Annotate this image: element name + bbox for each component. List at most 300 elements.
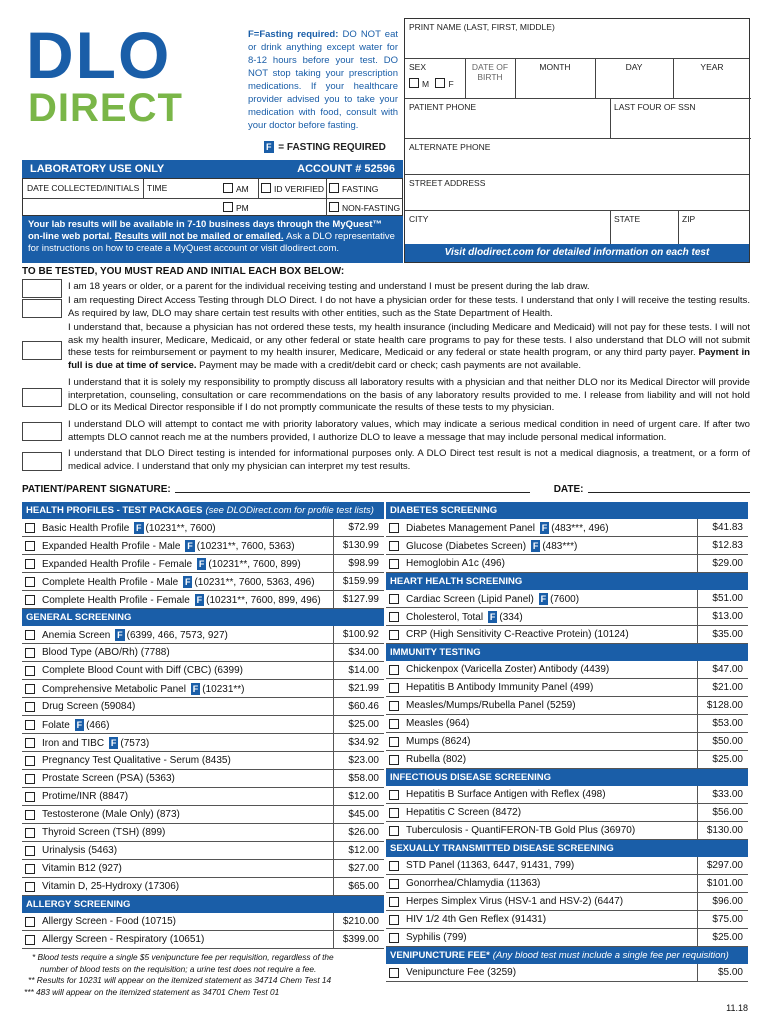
test-code: (466): [86, 719, 110, 731]
test-checkbox[interactable]: [389, 933, 399, 943]
test-price: $25.00: [697, 751, 745, 768]
test-checkbox[interactable]: [389, 897, 399, 907]
test-checkbox[interactable]: [25, 738, 35, 748]
test-checkbox[interactable]: [389, 808, 399, 818]
test-row: [22, 842, 384, 860]
test-checkbox[interactable]: [25, 648, 35, 658]
sex-label: SEX: [409, 62, 427, 72]
section-header-general-screening: [22, 609, 384, 626]
test-checkbox[interactable]: [389, 559, 399, 569]
section-header-immunity-testing: [386, 644, 748, 661]
test-price: $60.46: [333, 698, 381, 715]
test-row: [386, 661, 748, 679]
test-name-cell: [42, 773, 333, 784]
test-name: Measles (964): [406, 718, 470, 729]
year-field[interactable]: YEAR: [673, 59, 751, 99]
test-checkbox[interactable]: [389, 683, 399, 693]
test-price: $399.00: [333, 931, 381, 948]
footnote-line: *** 483 will appear on the itemized statement as 34701 Chem Test 01: [24, 986, 280, 997]
test-name-cell: [406, 860, 697, 871]
test-code: (334): [499, 611, 523, 623]
print-name-field[interactable]: [405, 19, 749, 59]
section-title: DIABETES SCREENING: [390, 505, 498, 516]
test-name-cell: [42, 558, 333, 570]
test-name: Complete Blood Count with Diff (CBC) (6399): [42, 665, 244, 676]
test-checkbox[interactable]: [25, 630, 35, 640]
results-note-part3: Ask a DLO representative for instructions on how to create a MyQuest account or visit dlodirect.com.: [28, 231, 395, 254]
test-row: [22, 913, 384, 931]
signature-field[interactable]: [175, 483, 530, 493]
test-checkbox[interactable]: [25, 541, 35, 551]
test-row: [386, 697, 748, 715]
test-checkbox[interactable]: [389, 523, 399, 533]
logo-text-dlo: DLO: [26, 18, 172, 92]
consent-item-5: I understand DLO will attempt to contact me with priority laboratory values, which may indicate a serious medical condition in need of urgent care. If after two attempts DLO cannot reach me at the numbers provided, I authorize DLO to leave a message that may include personal medical information.: [68, 419, 750, 443]
city-field[interactable]: CITY: [409, 214, 429, 224]
test-name: Tuberculosis - QuantiFERON-TB Gold Plus (36970): [406, 825, 636, 836]
test-code: (7573): [120, 737, 150, 749]
test-name: Allergy Screen - Respiratory (10651): [42, 934, 205, 945]
sex-f-checkbox[interactable]: [435, 78, 445, 88]
test-name: Folate: [42, 719, 70, 731]
initial-box-2[interactable]: [22, 299, 62, 318]
test-name-cell: [42, 647, 333, 658]
test-name: Herpes Simplex Virus (HSV-1 and HSV-2) (6447): [406, 896, 624, 907]
test-checkbox[interactable]: [25, 810, 35, 820]
test-name-cell: [42, 540, 333, 552]
fasting-badge: F: [184, 576, 191, 587]
test-row: [386, 804, 748, 822]
test-name-cell: [42, 683, 333, 695]
am-label: AM: [236, 184, 249, 194]
test-name: Comprehensive Metabolic Panel: [42, 683, 186, 695]
section-title: INFECTIOUS DISEASE SCREENING: [390, 772, 551, 783]
initial-box-4[interactable]: [22, 388, 62, 407]
test-price: $41.83: [697, 519, 745, 536]
test-code: (10231**, 7600, 5363): [196, 540, 295, 552]
test-price: $27.00: [333, 860, 381, 877]
test-checkbox[interactable]: [25, 882, 35, 892]
test-name: Hepatitis B Antibody Immunity Panel (499): [406, 682, 594, 693]
test-checkbox[interactable]: [389, 701, 399, 711]
test-price: $50.00: [697, 733, 745, 750]
non-fasting-checkbox[interactable]: [329, 202, 339, 212]
test-row: [22, 716, 384, 734]
consent-item-6: I understand that DLO Direct testing is intended for informational purposes only. A DLO Direct test result is not a medical diagnosis, a treatment, or a form of medical advice. I understand that only my physician can interpret my test results.: [68, 448, 750, 472]
test-name: Gonorrhea/Chlamydia (11363): [406, 878, 541, 889]
test-name: Protime/INR (8847): [42, 791, 129, 802]
ssn-field[interactable]: LAST FOUR OF SSN: [610, 99, 751, 139]
test-price: $21.99: [333, 680, 381, 697]
test-name: Complete Health Profile - Male: [42, 576, 179, 588]
date-collected-label: DATE COLLECTED/INITIALS: [27, 183, 140, 193]
test-name: Prostate Screen (PSA) (5363): [42, 773, 175, 784]
test-price: $45.00: [333, 806, 381, 823]
id-verified-label: ID VERIFIED: [274, 184, 325, 194]
test-row: [22, 680, 384, 698]
test-price: $75.00: [697, 911, 745, 928]
test-checkbox[interactable]: [389, 790, 399, 800]
fasting-note-label: F=Fasting required:: [248, 29, 339, 40]
state-field[interactable]: STATE: [614, 214, 641, 224]
test-name-cell: [42, 827, 333, 838]
test-row: [22, 752, 384, 770]
test-checkbox[interactable]: [389, 879, 399, 889]
test-name: Pregnancy Test Qualitative - Serum (8435): [42, 755, 231, 766]
test-name: Basic Health Profile: [42, 522, 130, 534]
test-price: $65.00: [333, 878, 381, 895]
test-row: [386, 519, 748, 537]
test-price: $34.92: [333, 734, 381, 751]
test-name-cell: [42, 576, 333, 588]
footnotes: [24, 952, 389, 998]
test-checkbox[interactable]: [25, 523, 35, 533]
test-row: [22, 662, 384, 680]
test-name: Cardiac Screen (Lipid Panel): [406, 593, 534, 605]
test-price: $12.83: [697, 537, 745, 554]
test-name-cell: [406, 522, 697, 534]
fasting-checkbox[interactable]: [329, 183, 339, 193]
test-name-cell: [42, 594, 333, 606]
test-checkbox[interactable]: [389, 630, 399, 640]
test-name-cell: [406, 593, 697, 605]
test-name: Vitamin B12 (927): [42, 863, 122, 874]
test-name-cell: [406, 825, 697, 836]
test-row: [386, 679, 748, 697]
test-code: (6399, 466, 7573, 927): [126, 629, 228, 641]
test-name-cell: [42, 791, 333, 802]
signature-label: PATIENT/PARENT SIGNATURE:: [22, 484, 171, 495]
test-price: $51.00: [697, 590, 745, 607]
alternate-phone-field[interactable]: ALTERNATE PHONE: [405, 139, 749, 175]
test-name: Anemia Screen: [42, 629, 111, 641]
consent-item-1: I am 18 years or older, or a parent for the individual receiving testing and understand I must be present during the lab draw.: [68, 281, 590, 292]
test-row: [22, 734, 384, 752]
test-checkbox[interactable]: [389, 826, 399, 836]
test-name: Venipuncture Fee (3259): [406, 967, 517, 978]
section-header-infectious-disease-screening: [386, 769, 748, 786]
test-price: $96.00: [697, 893, 745, 910]
date-label: DATE:: [553, 484, 584, 495]
test-name-cell: [406, 664, 697, 675]
test-row: [386, 911, 748, 929]
section-header-heart-health-screening: [386, 573, 748, 590]
results-note-part2: Results will not be mailed or emailed.: [114, 231, 284, 242]
payment-methods: Payment may be made with a credit/debit card or check; cash payments are not available.: [199, 359, 581, 371]
test-row: [22, 555, 384, 573]
test-checkbox[interactable]: [25, 559, 35, 569]
test-checkbox[interactable]: [389, 968, 399, 978]
test-checkbox[interactable]: [25, 756, 35, 766]
initial-box-5[interactable]: [22, 422, 62, 441]
lab-use-header: [22, 160, 403, 178]
initial-box-1[interactable]: [22, 279, 62, 298]
fasting-badge: F: [198, 558, 205, 569]
test-name-cell: [42, 665, 333, 676]
consent-item-3-text: I understand that, because a physician has not ordered these tests, my health insurance (including Medicare and Medicaid) will not pay for these tests. I will not ask my health insurer, Medicare, Medicaid, or any other federal or state health care programs to pay for these tests. I also understand that DLO will not submit these tests for reimbursement or payment to my health insurer, Medicare, Medicaid or any federal or state health program, or any third party payer.: [68, 322, 750, 358]
am-checkbox[interactable]: [223, 183, 233, 193]
sex-f-label: F: [448, 79, 454, 89]
test-checkbox[interactable]: [25, 720, 35, 730]
account-number: ACCOUNT # 52596: [297, 163, 395, 175]
test-name: Chickenpox (Varicella Zoster) Antibody (4439): [406, 664, 610, 675]
test-row: [386, 893, 748, 911]
section-header-venipuncture-fee: [386, 947, 748, 964]
test-name: Complete Health Profile - Female: [42, 594, 190, 606]
test-code: (10231**, 7600, 899, 496): [206, 594, 321, 606]
test-name-cell: [406, 736, 697, 747]
fasting-label: FASTING: [342, 184, 379, 194]
test-row: [386, 733, 748, 751]
test-checkbox[interactable]: [25, 846, 35, 856]
test-checkbox[interactable]: [389, 541, 399, 551]
test-name: Hemoglobin A1c (496): [406, 558, 505, 569]
test-name: Hepatitis C Screen (8472): [406, 807, 522, 818]
test-checkbox[interactable]: [25, 666, 35, 676]
section-note: (see DLODirect.com for profile test lists): [205, 505, 374, 516]
test-row: [22, 537, 384, 555]
fasting-required-label: = FASTING REQUIRED: [278, 142, 386, 153]
fasting-note-text: DO NOT eat or drink anything except water for 8-12 hours before your test. DO NOT stop taking your prescription medications. If your healthcare provider advised you to take your medication with food, consult with your doctor before fasting.: [248, 29, 398, 131]
sex-m-checkbox[interactable]: [409, 78, 419, 88]
test-price: $210.00: [333, 913, 381, 930]
street-address-field[interactable]: STREET ADDRESS: [405, 175, 749, 211]
test-checkbox[interactable]: [25, 864, 35, 874]
test-row: [386, 822, 748, 840]
fasting-badge: F: [76, 719, 83, 730]
test-row: [22, 878, 384, 896]
lab-use-grid: [22, 178, 403, 216]
test-name-cell: [42, 809, 333, 820]
test-checkbox[interactable]: [389, 665, 399, 675]
test-name: Allergy Screen - Food (10715): [42, 916, 176, 927]
test-code: (10231**): [202, 683, 245, 695]
test-name: Glucose (Diabetes Screen): [406, 540, 527, 552]
visit-website-banner: Visit dlodirect.com for detailed information on each test: [405, 244, 749, 262]
test-name-cell: [406, 629, 697, 640]
test-name: Vitamin D, 25-Hydroxy (17306): [42, 881, 180, 892]
signature-line: [22, 483, 750, 495]
test-name-cell: [42, 737, 333, 749]
test-name-cell: [42, 845, 333, 856]
test-checkbox[interactable]: [389, 861, 399, 871]
section-title: VENIPUNCTURE FEE*: [390, 950, 490, 961]
test-name-cell: [42, 629, 333, 641]
test-price: $98.99: [333, 555, 381, 572]
test-name: CRP (High Sensitivity C-Reactive Protein) (10124): [406, 629, 629, 640]
test-name: Measles/Mumps/Rubella Panel (5259): [406, 700, 576, 711]
test-price: $25.00: [333, 716, 381, 733]
patient-phone-field[interactable]: PATIENT PHONE: [405, 99, 610, 139]
test-name-cell: [406, 700, 697, 711]
test-checkbox[interactable]: [25, 684, 35, 694]
test-price: $101.00: [697, 875, 745, 892]
test-checkbox[interactable]: [25, 917, 35, 927]
test-name-cell: [42, 522, 333, 534]
test-price: $58.00: [333, 770, 381, 787]
left-test-column: [22, 502, 384, 949]
test-row: [386, 857, 748, 875]
fasting-badge: F: [489, 611, 496, 622]
initial-box-6[interactable]: [22, 452, 62, 471]
test-checkbox[interactable]: [389, 594, 399, 604]
test-name-cell: [406, 540, 697, 552]
test-price: $23.00: [333, 752, 381, 769]
test-name: Rubella (802): [406, 754, 467, 765]
test-name: Mumps (8624): [406, 736, 471, 747]
section-header-health-profiles-test-packages: [22, 502, 384, 519]
test-name: Urinalysis (5463): [42, 845, 118, 856]
test-code: (10231**, 7600, 5363, 496): [194, 576, 315, 588]
test-price: $159.99: [333, 573, 381, 590]
section-header-diabetes-screening: [386, 502, 748, 519]
test-name: Expanded Health Profile - Female: [42, 558, 193, 570]
test-name: Hepatitis B Surface Antigen with Reflex (498): [406, 789, 606, 800]
consent-item-3: [68, 322, 750, 372]
section-header-sexually-transmitted-disease-screening: [386, 840, 748, 857]
sex-field: [405, 59, 465, 99]
section-title: GENERAL SCREENING: [26, 612, 132, 623]
test-price: $297.00: [697, 857, 745, 874]
test-checkbox[interactable]: [25, 577, 35, 587]
test-price: $34.00: [333, 644, 381, 661]
fasting-badge: F: [541, 522, 548, 533]
patient-info-block: [404, 18, 750, 263]
test-checkbox[interactable]: [389, 915, 399, 925]
fasting-badge: F: [136, 522, 142, 533]
test-name: Syphilis (799): [406, 932, 467, 943]
dlo-direct-logo: [22, 18, 222, 128]
pm-checkbox[interactable]: [223, 202, 233, 212]
consent-item-4: I understand that it is solely my responsibility to promptly discuss all laboratory results with a physician and that neither DLO nor its Medical Director will provide interpretation, counseling, consultation or care recommendations on the basis of any laboratory results provided to me. I release from liability and will not hold DLO or its Medical Director responsible if I do not promptly communicate the results of these tests to my physician.: [68, 377, 750, 413]
test-checkbox[interactable]: [25, 935, 35, 945]
section-header-allergy-screening: [22, 896, 384, 913]
zip-field[interactable]: ZIP: [682, 214, 696, 224]
test-row: [386, 875, 748, 893]
test-price: $56.00: [697, 804, 745, 821]
test-code: (10231**, 7600): [145, 522, 216, 534]
test-name: Iron and TIBC: [42, 737, 105, 749]
test-price: $25.00: [697, 929, 745, 946]
section-title: HEALTH PROFILES - TEST PACKAGES: [26, 505, 203, 516]
test-name-cell: [42, 934, 333, 945]
test-name: STD Panel (11363, 6447, 91431, 799): [406, 860, 575, 871]
test-row: [22, 644, 384, 662]
fasting-badge: F: [110, 737, 117, 748]
test-checkbox[interactable]: [25, 702, 35, 712]
date-field[interactable]: [588, 483, 750, 493]
test-price: $26.00: [333, 824, 381, 841]
test-name: Drug Screen (59084): [42, 701, 136, 712]
right-test-column: [386, 502, 748, 982]
test-name-cell: [406, 718, 697, 729]
test-row: [22, 519, 384, 537]
test-row: [386, 751, 748, 769]
non-fasting-label: NON-FASTING: [342, 203, 401, 213]
test-price: $100.92: [333, 626, 381, 643]
section-note: (Any blood test must include a single fee per requisition): [492, 950, 729, 961]
section-title: ALLERGY SCREENING: [26, 899, 131, 910]
id-verified-checkbox[interactable]: [261, 183, 271, 193]
fasting-badge: F: [532, 540, 539, 551]
test-price: $127.99: [333, 591, 381, 608]
test-row: [22, 806, 384, 824]
test-name-cell: [406, 896, 697, 907]
test-name: Thyroid Screen (TSH) (899): [42, 827, 166, 838]
initial-box-3[interactable]: [22, 341, 62, 360]
test-price: $21.00: [697, 679, 745, 696]
logo-text-direct: DIRECT: [28, 86, 183, 128]
test-checkbox[interactable]: [25, 595, 35, 605]
test-checkbox[interactable]: [389, 719, 399, 729]
test-checkbox[interactable]: [25, 792, 35, 802]
month-field[interactable]: MONTH: [515, 59, 595, 99]
fasting-badge: F: [266, 142, 272, 152]
time-label: TIME: [147, 183, 168, 193]
test-code: (483***): [542, 540, 578, 552]
test-checkbox[interactable]: [25, 828, 35, 838]
test-name: Cholesterol, Total: [406, 611, 484, 623]
test-price: $12.00: [333, 842, 381, 859]
dob-label: DATE OF BIRTH: [465, 59, 515, 99]
test-price: $14.00: [333, 662, 381, 679]
consent-item-2: I am requesting Direct Access Testing through DLO Direct. I do not have a physician order for these tests. I understand that only I will receive the testing results. As required by law, DLO may share certain test results with other entities, such as the State Department of Health.: [68, 295, 750, 319]
test-price: $35.00: [697, 626, 745, 643]
test-price: $12.00: [333, 788, 381, 805]
test-name-cell: [42, 863, 333, 874]
results-note-part1: Your lab results will be available in 7-10 business days through the MyQuest™ on-line web portal.: [28, 219, 383, 242]
pm-label: PM: [236, 203, 249, 213]
test-price: $128.00: [697, 697, 745, 714]
test-row: [22, 573, 384, 591]
test-checkbox[interactable]: [389, 755, 399, 765]
test-name-cell: [406, 932, 697, 943]
test-price: $130.00: [697, 822, 745, 839]
test-row: [22, 770, 384, 788]
test-checkbox[interactable]: [389, 612, 399, 622]
fasting-badge: F: [192, 683, 199, 694]
section-title: HEART HEALTH SCREENING: [390, 576, 523, 587]
test-name-cell: [42, 719, 333, 731]
test-price: $72.99: [333, 519, 381, 536]
test-price: $130.99: [333, 537, 381, 554]
test-checkbox[interactable]: [389, 737, 399, 747]
test-row: [22, 591, 384, 609]
test-name: Blood Type (ABO/Rh) (7788): [42, 647, 170, 658]
test-row: [22, 698, 384, 716]
test-row: [386, 786, 748, 804]
payment-due-bold: Payment in full is due at time of service.: [68, 347, 750, 371]
test-name: Diabetes Management Panel: [406, 522, 535, 534]
test-row: [386, 964, 748, 982]
test-name-cell: [406, 878, 697, 889]
test-checkbox[interactable]: [25, 774, 35, 784]
fasting-badge: F: [187, 540, 193, 551]
consent-title: TO BE TESTED, YOU MUST READ AND INITIAL EACH BOX BELOW:: [22, 266, 345, 277]
test-name-cell: [42, 701, 333, 712]
fasting-badge: F: [540, 593, 547, 604]
footnote-line: number of blood tests on the requisition; a urine test does not require a fee.: [40, 963, 317, 974]
test-name-cell: [42, 881, 333, 892]
test-code: (7600): [550, 593, 580, 605]
test-row: [22, 860, 384, 878]
day-field[interactable]: DAY: [595, 59, 673, 99]
test-price: $33.00: [697, 786, 745, 803]
test-name-cell: [42, 916, 333, 927]
test-name-cell: [406, 967, 697, 978]
fasting-note: [248, 28, 398, 132]
test-name-cell: [406, 558, 697, 569]
